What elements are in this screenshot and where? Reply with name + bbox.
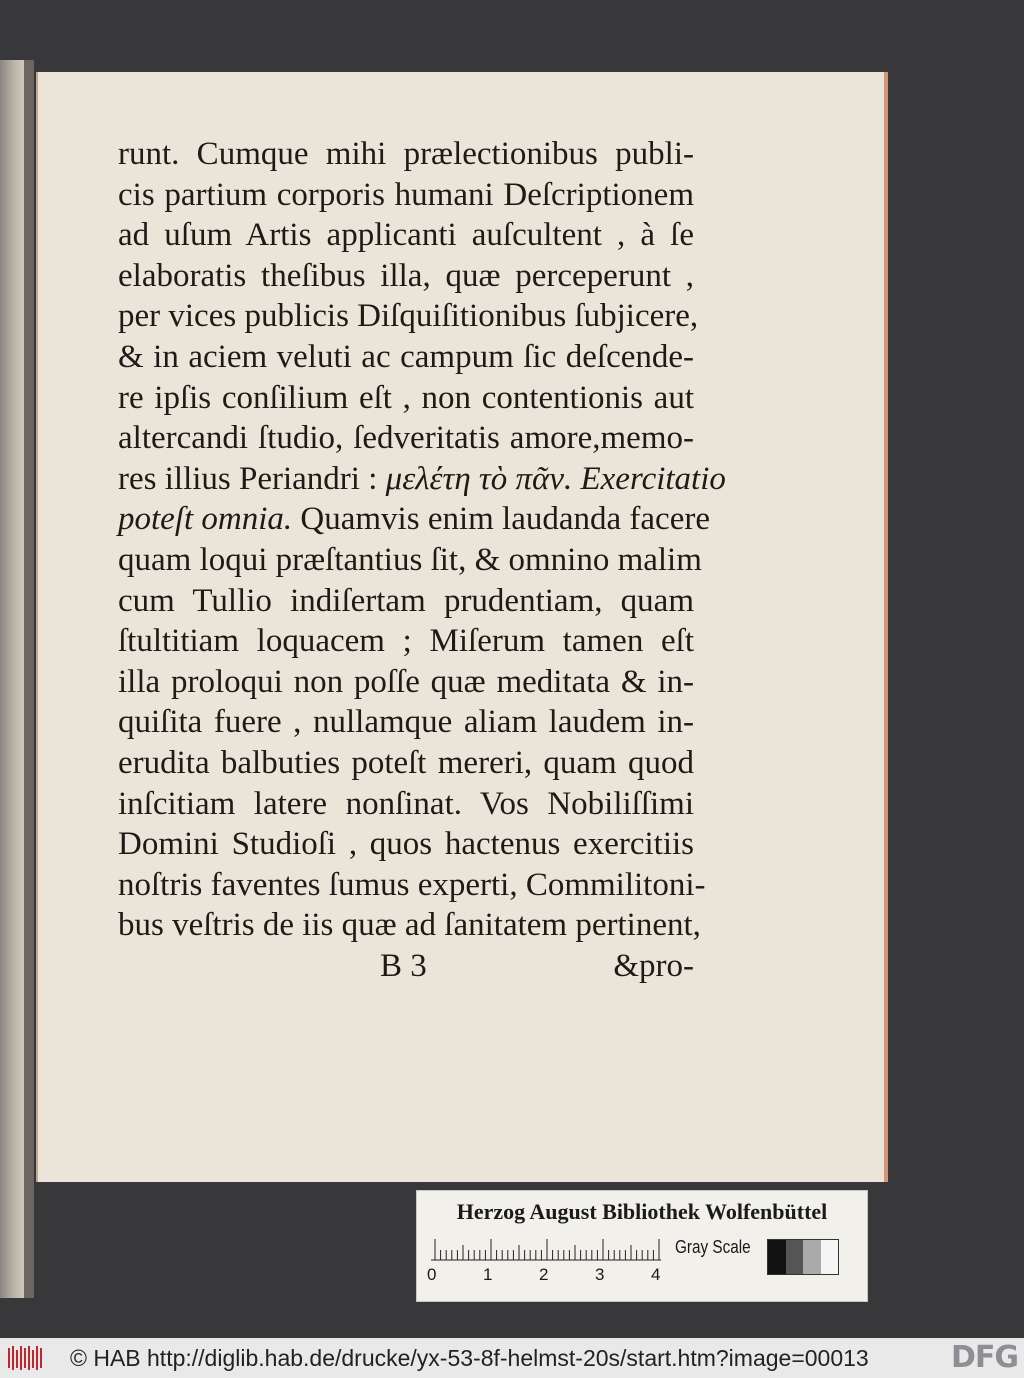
gray-swatch [821, 1240, 839, 1274]
text-line: & in aciem veluti ac campum ſic deſcende- [118, 338, 694, 375]
text-line: cis partium corporis humani Deſcriptionem [118, 176, 694, 213]
text-line: quiſita fuere , nullamque aliam laudem in- [118, 704, 694, 741]
text-line: noſtris faventes ſumus experti, Commilitoni- [118, 866, 706, 903]
greek-quote: μελέτη τὸ πᾶν. [385, 460, 573, 497]
ruler-number: 4 [651, 1265, 661, 1284]
page-gutter-shadow [24, 60, 34, 1298]
text-line: ad uſum Artis applicanti auſcultent , à ſe [118, 217, 694, 254]
gray-scale-label: Gray Scale [675, 1237, 751, 1257]
catchword: &pro- [613, 948, 694, 984]
library-label [416, 1190, 868, 1302]
italic-phrase: poteſt omnia. [118, 501, 293, 538]
library-name: Herzog August Bibliothek Wolfenbüttel [456, 1199, 828, 1224]
page-text-block [118, 134, 726, 946]
text-line: re ipſis conſilium eſt , non contentionis aut [118, 379, 694, 416]
text-line: elaboratis theſibus illa, quæ perceperunt , [118, 257, 694, 294]
hab-logo-icon [6, 1344, 46, 1372]
text-line: ſtultitiam loquacem ; Miſerum tamen eſt [118, 623, 694, 660]
italic-phrase: Exercitatio [580, 460, 726, 497]
text-line: altercandi ſtudio, ſedveritatis amore,memo- [118, 420, 694, 457]
gray-swatch [786, 1240, 804, 1274]
ruler-number: 3 [595, 1265, 605, 1284]
text-segment: Quamvis enim laudanda facere [292, 501, 710, 538]
text-line: per vices publicis Diſquiſitionibus ſubjicere, [118, 298, 699, 335]
text-line: runt. Cumque mihi prælectionibus publi- [118, 136, 694, 172]
ruler-number: 2 [539, 1265, 549, 1284]
text-line: bus veſtris de iis quæ ad ſanitatem pertinent, [118, 907, 701, 944]
signature-mark: B 3 [380, 948, 427, 984]
footer-bar [0, 1338, 1024, 1378]
gray-swatch [803, 1240, 821, 1274]
text-line: Domini Studioſi , quos hactenus exercitiis [118, 826, 694, 863]
text-segment: res illius Periandri : [118, 460, 378, 497]
text-line: quam loqui præſtantius ſit, & omnino malim [118, 541, 702, 578]
footer-copyright-url: © HAB http://diglib.hab.de/drucke/yx-53-8f-helmst-20s/start.htm?image=00013 [70, 1345, 869, 1371]
text-line: inſcitiam latere nonſinat. Vos Nobiliſſimi [118, 785, 694, 822]
gray-swatch [768, 1240, 786, 1274]
text-line: cum Tullio indiſertam prudentiam, quam [118, 582, 694, 619]
ruler-number: 1 [483, 1265, 493, 1284]
ruler-numbers [427, 1265, 687, 1287]
text-line-italic-start [118, 499, 710, 540]
gray-scale-swatches [767, 1239, 839, 1275]
ruler-number: 0 [427, 1265, 437, 1284]
text-line: illa proloqui non poſſe quæ meditata & in- [118, 663, 694, 700]
text-line-greek [118, 459, 726, 500]
dfg-logo: DFG [950, 1340, 1018, 1375]
text-line: erudita balbuties poteſt mereri, quam quod [118, 744, 694, 781]
measurement-ruler [431, 1239, 671, 1261]
